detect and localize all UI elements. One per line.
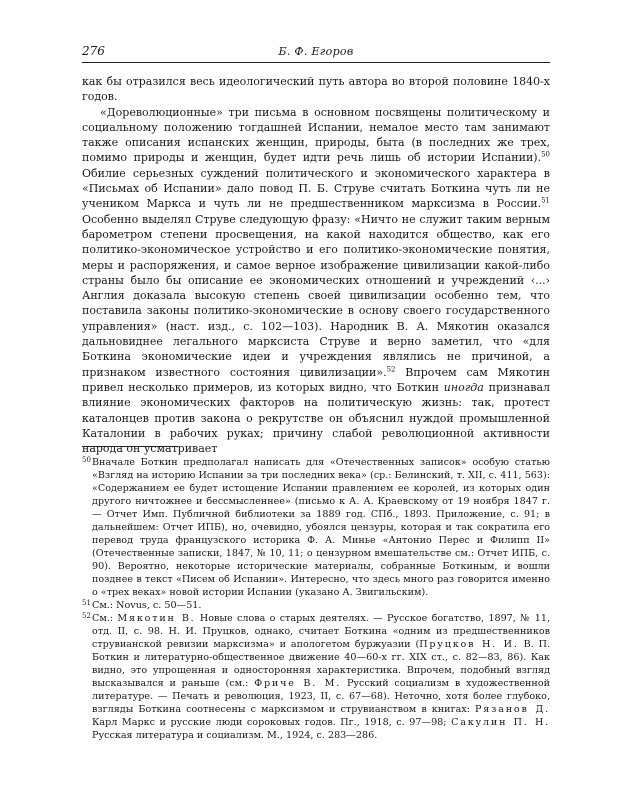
footnote-text: См.: Novus, с. 50—51. xyxy=(92,600,202,611)
author-name: Мякотин В. xyxy=(117,613,196,624)
paragraph-text: Особенно выделял Струве следующую фразу: «Ничто не служит таким верным барометром степени просвещения, на какой находится общество, как его политико-экономическое устройство и его политико-экономические понятия, меры и распоряжения, и самое верное изображение цивилизации какой-либо страны было бы описание ее экономических отношений и учреждений ‹...› Англия доказала высокую степень своей цивилизации особенно тем, что поставила законы политико-экономические в основу своего государственного управления» (наст. изд., с. 102—103). Народник В. А. Мякотин оказался дальновиднее легального марксиста Струве и верно заметил, что «для Боткина экономические идеи и учреждения являлись не причиной, а признаком известного состояния цивилизации». xyxy=(82,212,550,379)
footnote-number: 52 xyxy=(82,612,91,620)
footnote-number: 50 xyxy=(82,456,91,464)
running-head: Б. Ф. Егоров xyxy=(278,45,354,58)
page-header xyxy=(82,44,550,63)
footnote-ref-51[interactable]: 51 xyxy=(541,196,550,205)
paragraph-text: Обилие серьезных суждений политического и экономического характера в «Письмах об Испании» дало повод П. Б. Струве считать Боткина чуть ли не учеником Маркса и чуть ли не предшественником марксизма в России. xyxy=(82,166,550,211)
page-number: 276 xyxy=(82,44,105,58)
paragraph-text: «Дореволюционные» три письма в основном посвящены политическому и социальному положению тогдашней Испании, немалое место там занимают также описания испанских женщин, природы, быта (в последних же трех, помимо природы и женщин, будет идти речь лишь об истории Испании). xyxy=(82,105,550,165)
paragraph-text: Впрочем сам Мякотин привел несколько примеров, из которых видно, что Боткин xyxy=(82,365,550,394)
author-name: Фриче В. М. xyxy=(254,678,342,689)
footnote-51 xyxy=(82,599,550,612)
author-name: Сакулин П. Н. xyxy=(451,717,550,728)
main-text xyxy=(82,74,550,456)
footnote-text: Карл Маркс и русские люди сороковых годов. Пг., 1918, с. 97—98; xyxy=(92,717,452,728)
paragraph-text: признавал влияние экономических факторов на политическую жизнь: так, протест каталонцев против закона о рекрутстве он объяснил нуждой промышленной Каталонии в рабочих руках; причину слабой революционной активности народа он усматривает xyxy=(82,380,550,456)
footnote-text: Вначале Боткин предполагал написать для «Отечественных записок» особую статью «Взгляд на историю Испании за три последних века» (ср.: Белинский, т. XII, с. 411, 563): «Содержанием ее будет истощение Испании правлением ее королей, из которых один другого ничтожнее и бессмысленнее» (письмо к А. А. Краевскому от 19 ноября 1847 г. — Отчет Имп. Публичной библиотеки за 1889 год. СПб., 1893. Приложение, с. 91; в дальнейшем: Отчет ИПБ), но, очевидно, убоялся цензуры, которая и так сократила его перевод труда французского историка Ф. А. Минье «Антонио Перес и Филипп II» (Отечественные записки, 1847, № 10, 11; о цензурном вмешательстве см.: Отчет ИПБ, с. 90). Вероятно, некоторые исторические материалы, собранные Боткиным, и вошли позднее в текст «Писем об Испании». Интересно, что здесь много раз говорится именно о «трех веках» новой истории Испании (указано А. Звигильским). xyxy=(92,457,550,598)
footnote-text: См.: xyxy=(92,613,118,624)
footnote-number: 51 xyxy=(82,599,91,607)
footnote-ref-52[interactable]: 52 xyxy=(386,364,396,373)
footnote-text: В. П. Боткин и литературно-общественное движение 40—60-х гг. XIX ст., с. 82—83, 86). Как видно, это упрощенная и односторонняя характеристика. Впрочем, подобный взгляд высказывался и раньше (см.: xyxy=(92,639,550,689)
footnote-50 xyxy=(82,456,550,599)
footnotes xyxy=(82,456,550,742)
emphasis: иногда xyxy=(443,380,484,394)
paragraph xyxy=(82,105,550,457)
paragraph-continuation: как бы отразился весь идеологический путь автора во второй половине 1840-х годов. xyxy=(82,75,550,104)
footnote-divider xyxy=(82,446,178,447)
footnote-text: Русский социализм в художественной литературе. — Печать и революция, 1923, II, с. 67—68). Неточно, хотя более глубоко, взгляды Боткина соотнесены с марксизмом и струвианством в книгах: xyxy=(92,678,550,715)
footnote-text: Русская литература и социализм. М., 1924, с. 283—286. xyxy=(92,730,378,741)
footnote-text: Новые слова о старых деятелях. — Русское богатство, 1897, № 11, отд. II, с. 98. Н. И. Пруцков, однако, считает Боткина «одним из предшественников струвианской ревизии марксизма» и апологетом буржуазии ( xyxy=(92,613,550,650)
footnote-ref-50[interactable]: 50 xyxy=(541,150,550,159)
author-name: Пруцков Н. И. xyxy=(419,639,519,650)
author-name: Рязанов Д. xyxy=(475,704,550,715)
footnote-52 xyxy=(82,612,550,742)
